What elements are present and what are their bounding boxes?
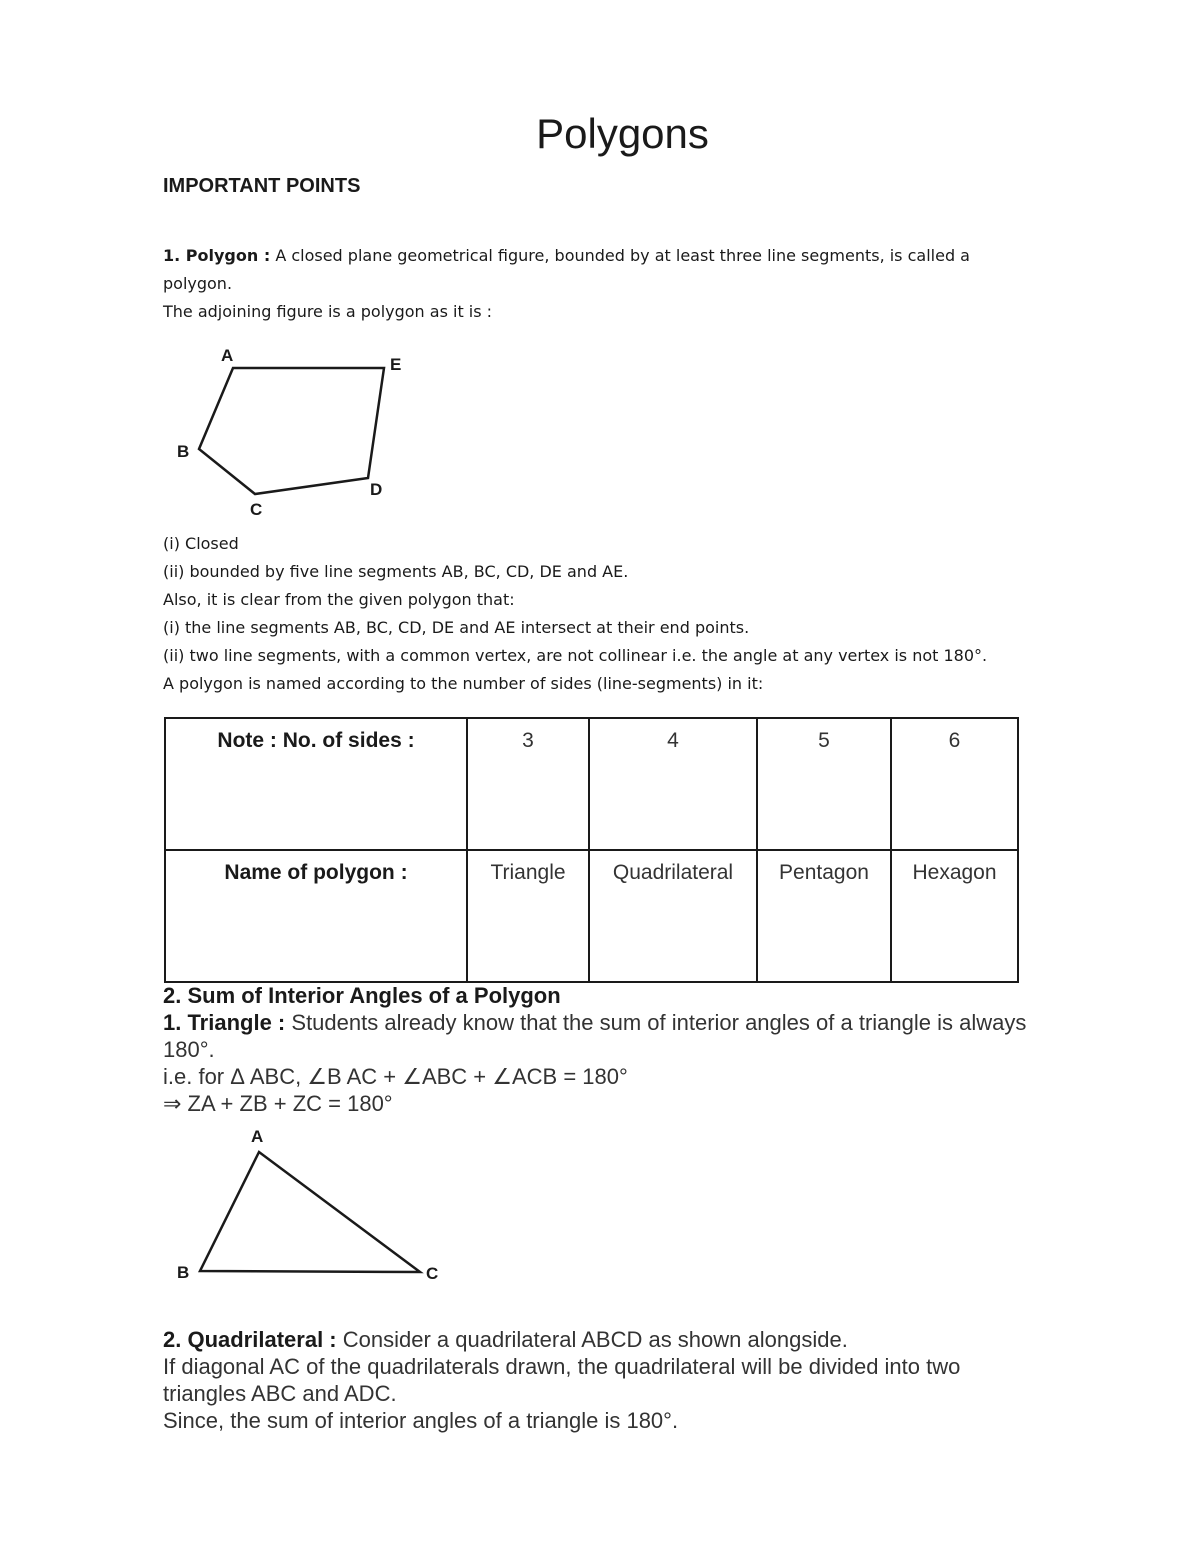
table-cell: Name of polygon : bbox=[165, 850, 467, 982]
section-heading: IMPORTANT POINTS bbox=[163, 175, 361, 197]
triangle-label-b: B bbox=[177, 1263, 190, 1282]
table-cell: 3 bbox=[467, 718, 589, 850]
property-line: (i) Closed bbox=[163, 534, 239, 553]
equation-line: ⇒ ZA + ZB + ZC = 180° bbox=[163, 1091, 393, 1116]
triangle-label: 1. Triangle : bbox=[163, 1010, 286, 1035]
quadrilateral-section bbox=[163, 1326, 1043, 1434]
quadrilateral-line3: Since, the sum of interior angles of a triangle is 180°. bbox=[163, 1408, 679, 1433]
table-cell: Quadrilateral bbox=[589, 850, 757, 982]
interior-angles-section bbox=[163, 982, 1043, 1117]
table-cell: Triangle bbox=[467, 850, 589, 982]
vertex-label-a: A bbox=[221, 346, 234, 365]
property-line: A polygon is named according to the number of sides (line-segments) in it: bbox=[163, 674, 764, 693]
property-line: (ii) bounded by five line segments AB, BC, CD, DE and AE. bbox=[163, 562, 629, 581]
pentagon-shape bbox=[199, 368, 384, 494]
triangle-label-c: C bbox=[426, 1264, 439, 1283]
page-title: Polygons bbox=[536, 110, 709, 157]
quadrilateral-text: 2. Quadrilateral : Consider a quadrilateral ABCD as shown alongside. bbox=[163, 1327, 848, 1352]
vertex-label-c: C bbox=[250, 500, 263, 519]
vertex-label-b: B bbox=[177, 442, 190, 461]
polygon-properties bbox=[163, 530, 1083, 698]
quadrilateral-label: 2. Quadrilateral : bbox=[163, 1327, 337, 1352]
vertex-label-d: D bbox=[370, 480, 383, 499]
property-line: (i) the line segments AB, BC, CD, DE and AE intersect at their end points. bbox=[163, 618, 750, 637]
table-cell: 5 bbox=[757, 718, 891, 850]
table-row bbox=[165, 718, 1018, 850]
table-cell: 4 bbox=[589, 718, 757, 850]
definition-label: 1. Polygon : bbox=[163, 246, 271, 265]
equation-line: i.e. for Δ ABC, ∠B AC + ∠ABC + ∠ACB = 180° bbox=[163, 1064, 628, 1089]
table-cell: 6 bbox=[891, 718, 1018, 850]
quadrilateral-line2: If diagonal AC of the quadrilaterals drawn, the quadrilateral will be divided into two triangles ABC and ADC. bbox=[163, 1354, 961, 1406]
property-line: Also, it is clear from the given polygon that: bbox=[163, 590, 515, 609]
table-row bbox=[165, 850, 1018, 982]
property-line: (ii) two line segments, with a common vertex, are not collinear i.e. the angle at any vertex is not 180°. bbox=[163, 646, 988, 665]
triangle-label-a: A bbox=[251, 1127, 264, 1146]
table-cell: Note : No. of sides : bbox=[165, 718, 467, 850]
definition-text: 1. Polygon : A closed plane geometrical figure, bounded by at least three line segments, is called a polygon. bbox=[163, 246, 970, 293]
section2-heading: 2. Sum of Interior Angles of a Polygon bbox=[163, 983, 561, 1008]
triangle-shape bbox=[200, 1152, 420, 1272]
triangle-text: 1. Triangle : Students already know that the sum of interior angles of a triangle is always 180°. bbox=[163, 1010, 1027, 1062]
vertex-label-e: E bbox=[390, 355, 402, 374]
definition-line2: The adjoining figure is a polygon as it is : bbox=[163, 302, 493, 321]
table-cell: Hexagon bbox=[891, 850, 1018, 982]
polygon-names-table bbox=[164, 717, 1019, 983]
table-cell: Pentagon bbox=[757, 850, 891, 982]
